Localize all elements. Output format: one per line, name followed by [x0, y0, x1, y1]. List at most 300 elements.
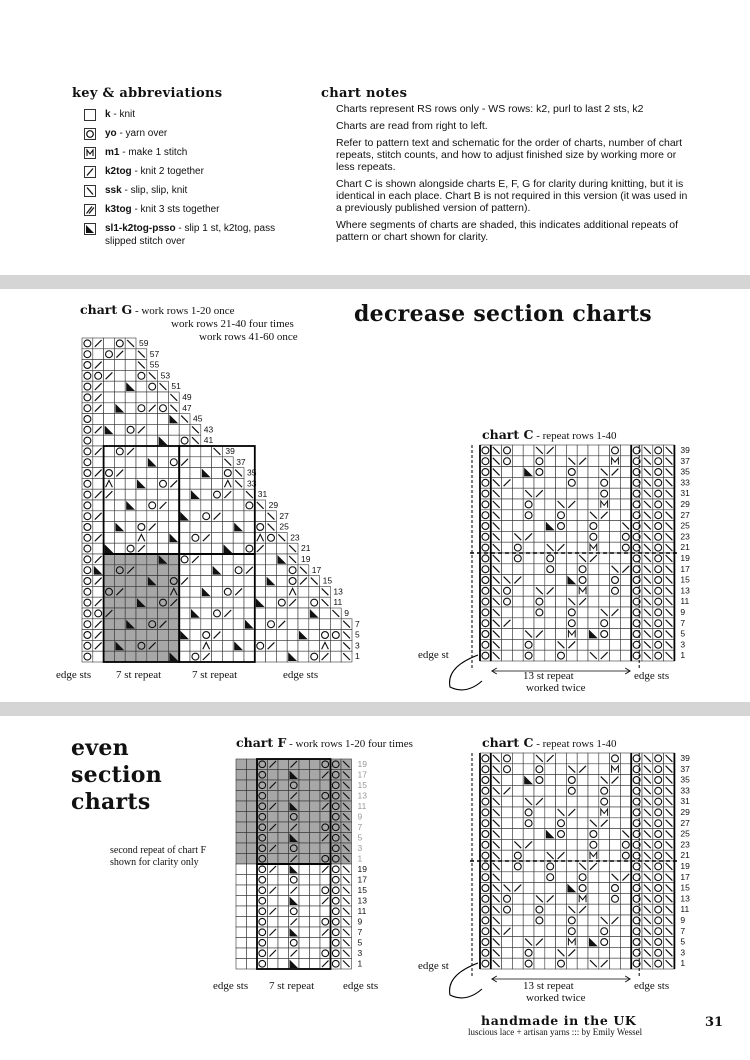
chart-cell [556, 753, 567, 764]
chart-cell [158, 424, 169, 435]
chart-cell [236, 927, 247, 938]
chart-cell [278, 959, 289, 970]
chart-cell [523, 753, 534, 764]
chart-cell [190, 630, 201, 641]
edge-st-arrow [450, 963, 482, 998]
chart-cell [534, 639, 545, 650]
row-number: 9 [344, 608, 349, 618]
chart-cell [523, 596, 534, 607]
chart-cell [588, 477, 599, 488]
chart-cell [125, 392, 136, 403]
chart-cell [136, 576, 147, 587]
chart-cell [244, 511, 255, 522]
chart-cell [534, 818, 545, 829]
chart-cell [556, 861, 567, 872]
chart-cell [599, 883, 610, 894]
chart-cell [512, 753, 523, 764]
chart-cell [620, 596, 631, 607]
chart-cell [222, 565, 233, 576]
chart-cell [114, 435, 125, 446]
chart-cell [512, 937, 523, 948]
row-number: 41 [203, 435, 214, 446]
row-number: 15 [322, 575, 333, 586]
chart-cell [233, 651, 244, 662]
row-number: 1 [357, 958, 363, 969]
chart-cell [247, 822, 258, 833]
chart-cell [566, 553, 577, 564]
chart-cell [610, 650, 621, 661]
chart-cell [158, 468, 169, 479]
chart-cell [588, 585, 599, 596]
chart-cell [577, 607, 588, 618]
chart-cell [212, 576, 223, 587]
chart-cell [276, 543, 287, 554]
chart-cell [545, 775, 556, 786]
m1-icon [84, 147, 96, 159]
chart-cell [588, 915, 599, 926]
chart-cell [136, 554, 147, 565]
chart-cell [577, 958, 588, 969]
chart-cell [125, 576, 136, 587]
chart-cell [320, 812, 331, 823]
chart-cell [545, 883, 556, 894]
chart-cell [104, 651, 115, 662]
chart-cell [168, 522, 179, 533]
chart-cell [278, 906, 289, 917]
row-number: 23 [680, 531, 690, 542]
chart-cell [309, 630, 320, 641]
chart-cell [278, 833, 289, 844]
chart-cell [620, 947, 631, 958]
row-number: 51 [171, 381, 181, 392]
row-number: 15 [357, 780, 367, 790]
chart-cell [534, 521, 545, 532]
chart-cell [512, 764, 523, 775]
chart-cell [512, 564, 523, 575]
chart-cell [310, 959, 321, 970]
chart-cell [523, 883, 534, 894]
chart-cell [201, 446, 212, 457]
chart-cell [147, 543, 158, 554]
chart-cell [577, 926, 588, 937]
chart-cell [309, 586, 320, 597]
chart-cell [125, 370, 136, 381]
chart-cell [287, 630, 298, 641]
chart-cell [190, 543, 201, 554]
chart-cell [236, 780, 247, 791]
chart-cell [320, 906, 331, 917]
chart-cell [620, 937, 631, 948]
chart-cell [233, 619, 244, 630]
chart-cell [298, 608, 309, 619]
ssk-icon [84, 185, 96, 197]
chart-cell [512, 510, 523, 521]
row-number: 39 [680, 445, 690, 455]
chart-cell [168, 500, 179, 511]
chart-cell [523, 872, 534, 883]
chart-cell [236, 959, 247, 970]
chart-cell [545, 796, 556, 807]
row-number: 47 [182, 402, 192, 413]
chart-cell [190, 468, 201, 479]
chart-cell [147, 586, 158, 597]
chart-cell [147, 392, 158, 403]
chart-cell [147, 489, 158, 500]
chart-cell [233, 500, 244, 511]
chart-cell [212, 457, 223, 468]
row-number: 33 [680, 785, 690, 796]
chart-cell [255, 554, 266, 565]
chart-cell [610, 521, 621, 532]
chart-cell [545, 904, 556, 915]
chart-cell [299, 948, 310, 959]
chart-cell [276, 586, 287, 597]
chart-cell [620, 904, 631, 915]
chart-cell [247, 938, 258, 949]
chart-cell [310, 780, 321, 791]
chart-cell [566, 585, 577, 596]
chart-cell [620, 629, 631, 640]
chart-cell [168, 608, 179, 619]
chart-cell [114, 392, 125, 403]
chart-cell [247, 759, 258, 770]
chart-cell [599, 445, 610, 456]
chart-cell [104, 381, 115, 392]
chart-cell [147, 511, 158, 522]
chart-f-note-1: second repeat of chart F [110, 845, 207, 856]
chart-cell [545, 764, 556, 775]
chart-cell [566, 488, 577, 499]
chart-cell [566, 893, 577, 904]
chart-cell [147, 435, 158, 446]
row-number: 27 [279, 510, 289, 521]
chart-cell [247, 780, 258, 791]
chart-cell [147, 414, 158, 425]
chart-cell [620, 893, 631, 904]
chart-cell [556, 785, 567, 796]
row-number: 17 [357, 874, 367, 885]
chart-cell [556, 477, 567, 488]
chart-cell [158, 457, 169, 468]
row-number: 11 [357, 801, 367, 811]
chart-cell [610, 861, 621, 872]
chart-cell [534, 947, 545, 958]
chart-cell [523, 893, 534, 904]
chart-cell [556, 531, 567, 542]
chart-cell [299, 759, 310, 770]
chart-cell [125, 435, 136, 446]
chart-cell [310, 791, 321, 802]
chart-cell [168, 543, 179, 554]
chart-cell [147, 597, 158, 608]
chart-cell [158, 640, 169, 651]
key-item-k3tog: k3tog - knit 3 sts together [84, 203, 284, 216]
chart-cell [599, 839, 610, 850]
chart-cell [545, 488, 556, 499]
chart-cell [266, 543, 277, 554]
chart-cell [93, 478, 104, 489]
chart-cell [502, 499, 513, 510]
chart-cell [125, 532, 136, 543]
chart-cell [620, 618, 631, 629]
chart-cell [588, 764, 599, 775]
row-number: 11 [680, 904, 690, 915]
chart-cell [212, 532, 223, 543]
chart-cell [620, 796, 631, 807]
chart-cell [523, 585, 534, 596]
chart-cell [512, 904, 523, 915]
chart-cell [512, 596, 523, 607]
chart-cell [136, 457, 147, 468]
chart-cell [620, 650, 631, 661]
chart-cell [244, 640, 255, 651]
chart-cell [620, 477, 631, 488]
row-number: 5 [355, 629, 360, 640]
chart-cell [534, 542, 545, 553]
chart-cell [179, 608, 190, 619]
chart-cell [534, 553, 545, 564]
chart-cell [310, 801, 321, 812]
chart-cell [222, 522, 233, 533]
chart-cell [610, 796, 621, 807]
chart-cell [620, 607, 631, 618]
chart-cell [545, 926, 556, 937]
chart-cell [278, 780, 289, 791]
chart-cell [114, 457, 125, 468]
chart-cell [190, 565, 201, 576]
chart-cell [147, 446, 158, 457]
chart-cell [620, 553, 631, 564]
chart-c-grid [440, 443, 702, 693]
chart-cell [222, 640, 233, 651]
row-number: 29 [680, 807, 690, 817]
chart-cell [577, 839, 588, 850]
chart-cell [278, 759, 289, 770]
chart-cell [620, 883, 631, 894]
chart-cell [310, 770, 321, 781]
chart-cell [104, 565, 115, 576]
chart-cell [125, 651, 136, 662]
chart-cell [310, 885, 321, 896]
chart-cell [104, 403, 115, 414]
chart-cell [136, 619, 147, 630]
chart-c-edge-sts: edge sts [634, 670, 670, 682]
chart-cell [545, 607, 556, 618]
chart-cell [556, 775, 567, 786]
chart-cell [278, 854, 289, 865]
chart-cell [114, 608, 125, 619]
chart-cell [599, 596, 610, 607]
chart-cell [502, 839, 513, 850]
row-number: 5 [680, 936, 686, 947]
chart-cell [201, 608, 212, 619]
chart-cell [523, 445, 534, 456]
row-number: 11 [680, 596, 690, 607]
chart-cell [247, 770, 258, 781]
chart-cell [620, 585, 631, 596]
chart-cell [268, 812, 279, 823]
chart-cell [502, 796, 513, 807]
chart-cell [556, 893, 567, 904]
chart-cell [577, 915, 588, 926]
row-number: 37 [680, 763, 690, 774]
chart-cell [247, 896, 258, 907]
chart-cell [136, 630, 147, 641]
chart-cell [588, 904, 599, 915]
chart-cell [599, 753, 610, 764]
chart-cell [502, 467, 513, 478]
chart-cell [556, 872, 567, 883]
row-number: 37 [680, 455, 690, 466]
chart-cell [190, 586, 201, 597]
chart-c-repeat: 13 st repeat [523, 980, 574, 992]
chart-cell [502, 488, 513, 499]
chart-cell [201, 500, 212, 511]
chart-cell [247, 959, 258, 970]
chart-cell [523, 521, 534, 532]
chart-cell [276, 565, 287, 576]
chart-cell [190, 457, 201, 468]
chart-cell [566, 510, 577, 521]
chart-cell [545, 785, 556, 796]
chart-cell [545, 596, 556, 607]
chart-cell [125, 608, 136, 619]
chart-cell [104, 640, 115, 651]
chart-cell [298, 619, 309, 630]
chart-cell [588, 893, 599, 904]
footer-tagline: luscious lace + artisan yarns ::: by Emily Wessel [468, 1027, 643, 1037]
chart-cell [310, 906, 321, 917]
decrease-section-title: decrease section charts [354, 301, 652, 327]
footer-brand: handmade in the UK [481, 1013, 637, 1028]
chart-cell [266, 597, 277, 608]
chart-cell [610, 947, 621, 958]
chart-cell [268, 917, 279, 928]
chart-cell [104, 597, 115, 608]
chart-cell [620, 764, 631, 775]
chart-cell [104, 414, 115, 425]
row-number: 9 [680, 915, 686, 925]
row-number: 13 [357, 895, 367, 906]
chart-cell [599, 947, 610, 958]
chart-cell [212, 554, 223, 565]
chart-cell [299, 843, 310, 854]
chart-cell [222, 651, 233, 662]
chart-cell [556, 618, 567, 629]
chart-cell [298, 586, 309, 597]
chart-cell [588, 596, 599, 607]
chart-cell [566, 839, 577, 850]
chart-f-grid [230, 757, 380, 977]
chart-cell [233, 597, 244, 608]
chart-cell [104, 457, 115, 468]
key-item-k2tog: k2tog - knit 2 together [84, 165, 284, 178]
chart-cell [577, 499, 588, 510]
chart-cell [299, 854, 310, 865]
chart-f-repeat: 7 st repeat [269, 980, 315, 992]
chart-cell [247, 812, 258, 823]
chart-cell [255, 511, 266, 522]
chart-cell [310, 854, 321, 865]
chart-cell [158, 532, 169, 543]
chart-cell [168, 619, 179, 630]
chart-cell [566, 753, 577, 764]
chart-cell [610, 839, 621, 850]
row-number: 7 [680, 617, 686, 628]
row-number: 7 [357, 927, 363, 937]
chart-cell [545, 650, 556, 661]
chart-cell [179, 478, 190, 489]
chart-cell [577, 629, 588, 640]
chart-cell [268, 791, 279, 802]
chart-cell [512, 893, 523, 904]
chart-cell [190, 522, 201, 533]
chart-cell [523, 764, 534, 775]
row-number: 11 [333, 597, 343, 608]
chart-g-title: chart G - work rows 1-20 once [80, 302, 235, 317]
chart-cell [158, 565, 169, 576]
chart-cell [310, 917, 321, 928]
chart-cell [114, 500, 125, 511]
chart-cell [233, 630, 244, 641]
row-number: 55 [149, 359, 160, 370]
chart-cell [168, 640, 179, 651]
chart-cell [588, 872, 599, 883]
chart-c-edge-st: edge st [418, 960, 449, 972]
chart-cell [523, 477, 534, 488]
chart-cell [255, 576, 266, 587]
chart-cell [577, 618, 588, 629]
row-number: 29 [680, 499, 690, 509]
chart-cell [114, 381, 125, 392]
chart-cell [236, 801, 247, 812]
chart-cell [566, 564, 577, 575]
chart-cell [320, 843, 331, 854]
key-title: key & abbreviations [72, 86, 223, 101]
chart-cell [168, 511, 179, 522]
chart-cell [136, 586, 147, 597]
chart-cell [222, 500, 233, 511]
chart-cell [599, 531, 610, 542]
chart-cell [278, 822, 289, 833]
chart-cell [147, 630, 158, 641]
chart-cell [190, 446, 201, 457]
chart-cell [136, 381, 147, 392]
chart-cell [545, 947, 556, 958]
chart-cell [179, 522, 190, 533]
chart-notes [336, 103, 688, 248]
row-number: 5 [357, 832, 363, 843]
chart-cell [158, 651, 169, 662]
chart-cell [179, 597, 190, 608]
chart-cell [599, 861, 610, 872]
chart-cell [620, 510, 631, 521]
chart-cell [247, 927, 258, 938]
chart-cell [278, 875, 289, 886]
row-number: 19 [357, 759, 367, 769]
chart-cell [502, 553, 513, 564]
chart-cell [610, 818, 621, 829]
chart-cell [244, 630, 255, 641]
chart-cell [502, 937, 513, 948]
chart-c-repeat-twice: worked twice [526, 992, 586, 1004]
row-number: 23 [680, 839, 690, 850]
chart-c-repeat: 13 st repeat [523, 670, 574, 682]
chart-cell [247, 833, 258, 844]
chart-cell [236, 770, 247, 781]
row-number: 25 [279, 521, 289, 532]
row-number: 3 [357, 948, 363, 958]
